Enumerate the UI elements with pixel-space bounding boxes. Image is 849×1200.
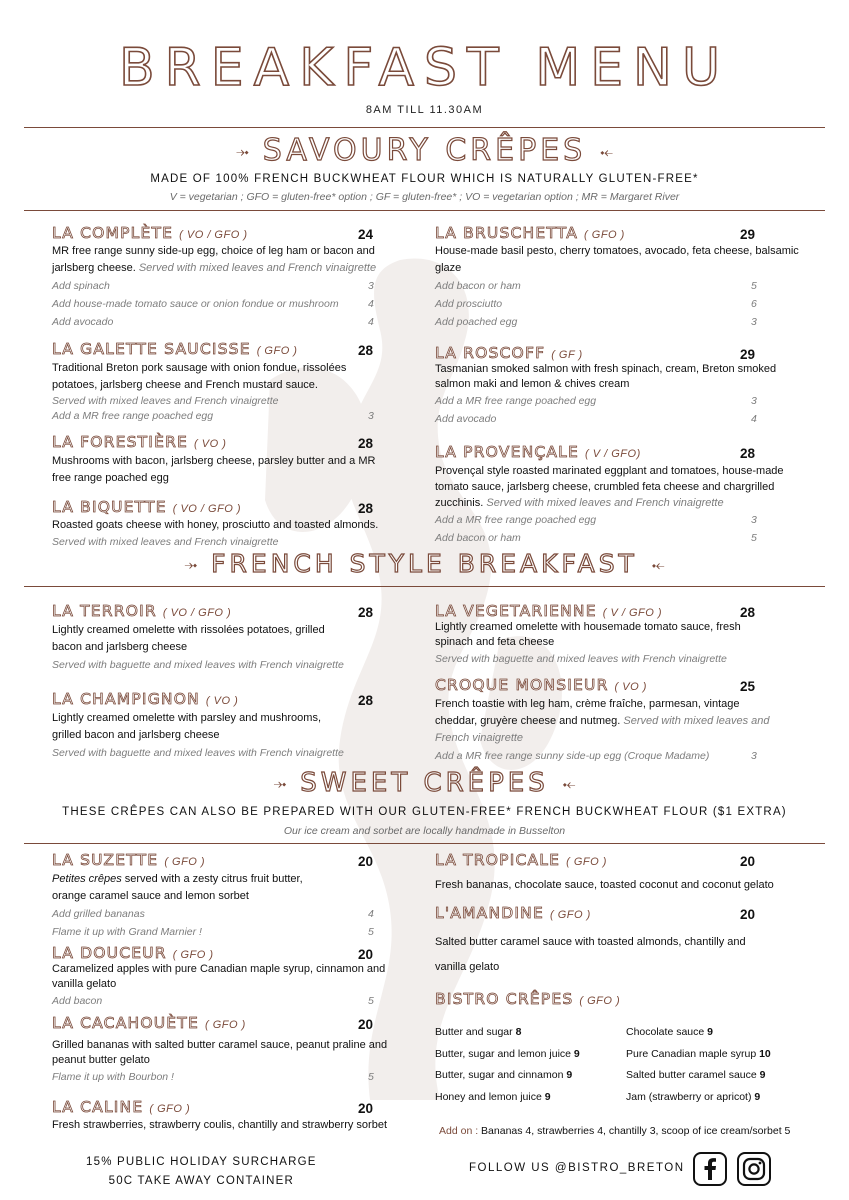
add-on: Add a MR free range poached egg 3 bbox=[52, 410, 374, 422]
item-name: LA FORESTIÈRE bbox=[52, 433, 189, 451]
menu-item-la-tropicale bbox=[435, 851, 803, 894]
served-with: Served with mixed leaves and French vinaigrette bbox=[138, 262, 377, 274]
list-item: Pure Canadian maple syrup 10 bbox=[626, 1047, 771, 1060]
menu-item-la-biquette bbox=[52, 498, 400, 550]
served-with: Served with baguette and mixed leaves with French vinaigrette bbox=[435, 653, 727, 665]
add-on: Add avocado 4 bbox=[435, 413, 757, 425]
served-with: Served with baguette and mixed leaves with French vinaigrette bbox=[52, 659, 344, 671]
item-price: 29 bbox=[740, 347, 756, 362]
page-title: BREAKFAST MENU bbox=[118, 38, 731, 98]
menu-item-la-caline bbox=[52, 1098, 400, 1132]
served-with: Served with mixed leaves and French vinaigrette bbox=[435, 715, 770, 744]
sweet-subtitle: THESE CRÊPES CAN ALSO BE PREPARED WITH OUR GLUTEN-FREE* FRENCH BUCKWHEAT FLOUR ($1 EXTRA) bbox=[62, 806, 787, 818]
divider bbox=[24, 127, 825, 128]
item-tag: ( GFO ) bbox=[256, 345, 298, 357]
item-name: LA GALETTE SAUCISSE bbox=[52, 340, 251, 358]
follow-us: FOLLOW US @BISTRO_BRETON bbox=[469, 1162, 685, 1174]
menu-item-la-forestiere bbox=[52, 433, 380, 487]
add-on: Add bacon 5 bbox=[52, 995, 374, 1007]
menu-item-la-cacahouete bbox=[52, 1014, 410, 1086]
item-tag: ( GFO ) bbox=[549, 909, 591, 921]
item-price: 28 bbox=[740, 605, 756, 620]
item-description: Traditional Breton pork sausage with onion fondue, rissolées potatoes, jarlsberg cheese and French mustard sauce. bbox=[52, 362, 347, 391]
menu-item-la-douceur bbox=[52, 944, 410, 1010]
item-name: LA SUZETTE bbox=[52, 851, 159, 869]
takeaway-fee: 50C TAKE AWAY CONTAINER bbox=[108, 1175, 295, 1187]
menu-item-la-galette-saucisse bbox=[52, 340, 380, 424]
list-item: Butter, sugar and lemon juice 9 bbox=[435, 1047, 580, 1060]
item-description: Salted butter caramel sauce with toasted almonds, chantilly and vanilla gelato bbox=[435, 936, 746, 973]
item-description: Roasted goats cheese with honey, prosciutto and toasted almonds. bbox=[52, 519, 379, 531]
instagram-icon[interactable] bbox=[737, 1152, 771, 1186]
sweet-note: Our ice cream and sorbet are locally handmade in Busselton bbox=[283, 825, 566, 837]
list-item: Salted butter caramel sauce 9 bbox=[626, 1069, 766, 1081]
list-item: Butter, sugar and cinnamon 9 bbox=[435, 1069, 573, 1081]
bistro-list-left bbox=[435, 1022, 580, 1108]
item-price: 25 bbox=[740, 679, 756, 694]
add-on: Add a MR free range poached egg 3 bbox=[435, 514, 757, 526]
item-price: 24 bbox=[358, 227, 374, 242]
menu-item-la-champignon bbox=[52, 690, 380, 762]
item-price: 28 bbox=[358, 343, 374, 358]
item-price: 20 bbox=[358, 947, 374, 962]
item-price: 28 bbox=[740, 446, 756, 461]
section-title-sweet: ⤞ SWEET CRÊPES ⤝ bbox=[273, 768, 576, 798]
item-name: LA CACAHOUÈTE bbox=[52, 1014, 199, 1032]
item-price: 28 bbox=[358, 436, 374, 451]
divider bbox=[24, 843, 825, 844]
arrow-left-icon: ⤞ bbox=[235, 141, 249, 161]
item-description: Lightly creamed omelette with housemade tomato sauce, fresh spinach and feta cheese bbox=[435, 621, 741, 648]
item-tag: ( GFO ) bbox=[579, 995, 621, 1007]
served-with: Served with mixed leaves and French vinaigrette bbox=[52, 395, 279, 407]
add-on: Add a MR free range poached egg 3 bbox=[435, 395, 757, 407]
item-tag: ( GFO ) bbox=[204, 1019, 246, 1031]
list-item: Honey and lemon juice 9 bbox=[435, 1090, 551, 1103]
list-item: Chocolate sauce 9 bbox=[626, 1026, 713, 1038]
item-description: Lightly creamed omelette with parsley and mushrooms, grilled bacon and jarlsberg cheese bbox=[52, 712, 322, 741]
item-description: Tasmanian smoked salmon with fresh spinach, cream, Breton smoked salmon maki and lemon & chives cream bbox=[435, 363, 777, 390]
arrow-left-icon: ⤞ bbox=[184, 555, 198, 574]
item-price: 20 bbox=[740, 854, 756, 869]
add-on: Add house-made tomato sauce or onion fondue or mushroom 4 bbox=[52, 298, 374, 310]
item-price: 28 bbox=[358, 501, 374, 516]
item-tag: ( VO / GFO ) bbox=[172, 503, 242, 515]
arrow-right-icon: ⤝ bbox=[600, 141, 614, 161]
opening-hours: 8AM TILL 11.30AM bbox=[365, 104, 484, 116]
item-name: LA BIQUETTE bbox=[52, 498, 167, 516]
menu-item-la-provencale bbox=[435, 443, 803, 547]
item-description: French toastie with leg ham, crème fraîche, parmesan, vintage cheddar, gruyère cheese and nutmeg. bbox=[435, 698, 740, 727]
footer-notes bbox=[86, 1153, 317, 1191]
list-item: Butter and sugar 8 bbox=[435, 1026, 522, 1038]
item-price: 28 bbox=[358, 605, 374, 620]
item-name: LA PROVENÇALE bbox=[435, 443, 580, 461]
item-name: LA COMPLÈTE bbox=[52, 224, 174, 242]
item-description: MR free range sunny side-up egg, choice of leg ham or bacon and jarlsberg cheese. bbox=[52, 245, 375, 274]
item-price: 20 bbox=[740, 907, 756, 922]
item-description: House-made basil pesto, cherry tomatoes, avocado, feta cheese, balsamic glaze bbox=[435, 245, 799, 274]
facebook-icon[interactable] bbox=[693, 1152, 727, 1186]
item-name: LA ROSCOFF bbox=[435, 344, 546, 362]
arrow-left-icon: ⤞ bbox=[273, 773, 287, 793]
item-price: 20 bbox=[358, 854, 374, 869]
item-tag: ( VO / GFO ) bbox=[162, 607, 232, 619]
item-description: Mushrooms with bacon, jarlsberg cheese, parsley butter and a MR free range poached egg bbox=[52, 455, 376, 484]
served-with: Served with mixed leaves and French vinaigrette bbox=[486, 497, 724, 509]
menu-item-lamandine bbox=[435, 904, 803, 980]
item-name: LA CHAMPIGNON bbox=[52, 690, 200, 708]
add-on: Flame it up with Grand Marnier ! 5 bbox=[52, 926, 374, 938]
section-title-savoury: ⤞ SAVOURY CRÊPES ⤝ bbox=[235, 133, 614, 168]
item-description: Fresh strawberries, strawberry coulis, chantilly and strawberry sorbet bbox=[52, 1119, 388, 1131]
add-on: Add prosciutto 6 bbox=[435, 298, 757, 310]
item-tag: ( GFO ) bbox=[172, 949, 214, 961]
divider bbox=[24, 586, 825, 587]
item-name: LA CALINE bbox=[52, 1098, 144, 1116]
divider bbox=[24, 210, 825, 211]
holiday-surcharge: 15% PUBLIC HOLIDAY SURCHARGE bbox=[86, 1156, 317, 1168]
bistro-crepes-heading bbox=[435, 990, 620, 1008]
item-name: LA TERROIR bbox=[52, 602, 157, 620]
item-name: BISTRO CRÊPES bbox=[435, 990, 574, 1008]
item-tag: ( VO ) bbox=[614, 681, 647, 693]
arrow-right-icon: ⤝ bbox=[562, 773, 576, 793]
item-name: CROQUE MONSIEUR bbox=[435, 676, 609, 694]
section-title-french: ⤞ FRENCH STYLE BREAKFAST ⤝ bbox=[184, 549, 665, 578]
item-tag: ( VO / GFO ) bbox=[179, 229, 248, 241]
add-on: Add grilled bananas 4 bbox=[52, 908, 374, 920]
bistro-addons: Add on : Bananas 4, strawberries 4, chantilly 3, scoop of ice cream/sorbet 5 bbox=[439, 1125, 791, 1137]
add-on: Flame it up with Bourbon ! 5 bbox=[52, 1071, 374, 1083]
item-price: 20 bbox=[358, 1017, 374, 1032]
item-price: 29 bbox=[740, 227, 756, 242]
item-tag: ( VO ) bbox=[205, 695, 239, 707]
menu-item-la-terroir bbox=[52, 602, 380, 674]
menu-item-croque-monsieur bbox=[435, 676, 803, 765]
add-on: Add a MR free range sunny side-up egg (Croque Madame) 3 bbox=[435, 750, 757, 762]
item-tag: ( GF ) bbox=[551, 349, 583, 361]
item-tag: ( GFO ) bbox=[566, 856, 607, 868]
item-tag: ( GFO ) bbox=[164, 856, 206, 868]
item-name: LA TROPICALE bbox=[435, 851, 561, 869]
item-description: Caramelized apples with pure Canadian maple syrup, cinnamon and vanilla gelato bbox=[52, 963, 386, 990]
add-on: Add poached egg 3 bbox=[435, 316, 757, 328]
item-name: L'AMANDINE bbox=[435, 904, 544, 922]
item-price: 20 bbox=[358, 1101, 374, 1116]
item-description: Grilled bananas with salted butter caramel sauce, peanut praline and peanut butter gelato bbox=[52, 1039, 388, 1066]
menu-item-la-bruschetta bbox=[435, 224, 803, 331]
item-tag: ( V / GFO ) bbox=[602, 607, 662, 619]
list-item: Jam (strawberry or apricot) 9 bbox=[626, 1090, 761, 1103]
served-with: Served with baguette and mixed leaves with French vinaigrette bbox=[52, 747, 344, 759]
add-on: Add spinach 3 bbox=[52, 280, 374, 292]
item-tag: ( GFO ) bbox=[149, 1103, 191, 1115]
item-description: Lightly creamed omelette with rissolées potatoes, grilled bacon and jarlsberg cheese bbox=[52, 624, 325, 653]
item-name: LA DOUCEUR bbox=[52, 944, 167, 962]
item-name: LA BRUSCHETTA bbox=[435, 224, 579, 242]
served-with: Served with mixed leaves and French vinaigrette bbox=[52, 536, 279, 548]
add-on: Add avocado 4 bbox=[52, 316, 374, 328]
item-price: 28 bbox=[358, 693, 374, 708]
item-tag: ( VO ) bbox=[194, 438, 227, 450]
menu-item-la-vegetarienne bbox=[435, 602, 803, 668]
item-description: Fresh bananas, chocolate sauce, toasted coconut and coconut gelato bbox=[435, 879, 774, 891]
menu-item-la-complete bbox=[52, 224, 380, 331]
item-description: Provençal style roasted marinated eggplant and tomatoes, house-made tomato sauce, jarlsberg cheese, crumbled feta cheese and chargrilled zucchinis. bbox=[435, 465, 784, 509]
menu-item-la-suzette: LA SUZETTE ( GFO ) 20 Petites crêpes served with a zesty citrus fruit butter, orange caramel sauce and lemon sorbet Add grilled bananas 4 Flame it up with Grand Marnier ! 5 bbox=[52, 851, 380, 941]
item-description: served with a zesty citrus fruit butter, orange caramel sauce and lemon sorbet bbox=[52, 873, 303, 902]
bistro-list-right bbox=[626, 1022, 771, 1108]
item-name: LA VEGETARIENNE bbox=[435, 602, 597, 620]
arrow-right-icon: ⤝ bbox=[651, 555, 665, 574]
item-tag: ( V / GFO) bbox=[585, 448, 641, 460]
savoury-subtitle: MADE OF 100% FRENCH BUCKWHEAT FLOUR WHICH IS NATURALLY GLUTEN-FREE* bbox=[150, 173, 699, 185]
item-tag: ( GFO ) bbox=[584, 229, 625, 241]
add-on: Add bacon or ham 5 bbox=[435, 280, 757, 292]
diet-legend: V = vegetarian ; GFO = gluten-free* option ; GF = gluten-free* ; VO = vegetarian option ; MR = Margaret River bbox=[169, 191, 680, 203]
add-on: Add bacon or ham 5 bbox=[435, 532, 757, 544]
menu-item-la-roscoff bbox=[435, 344, 803, 428]
